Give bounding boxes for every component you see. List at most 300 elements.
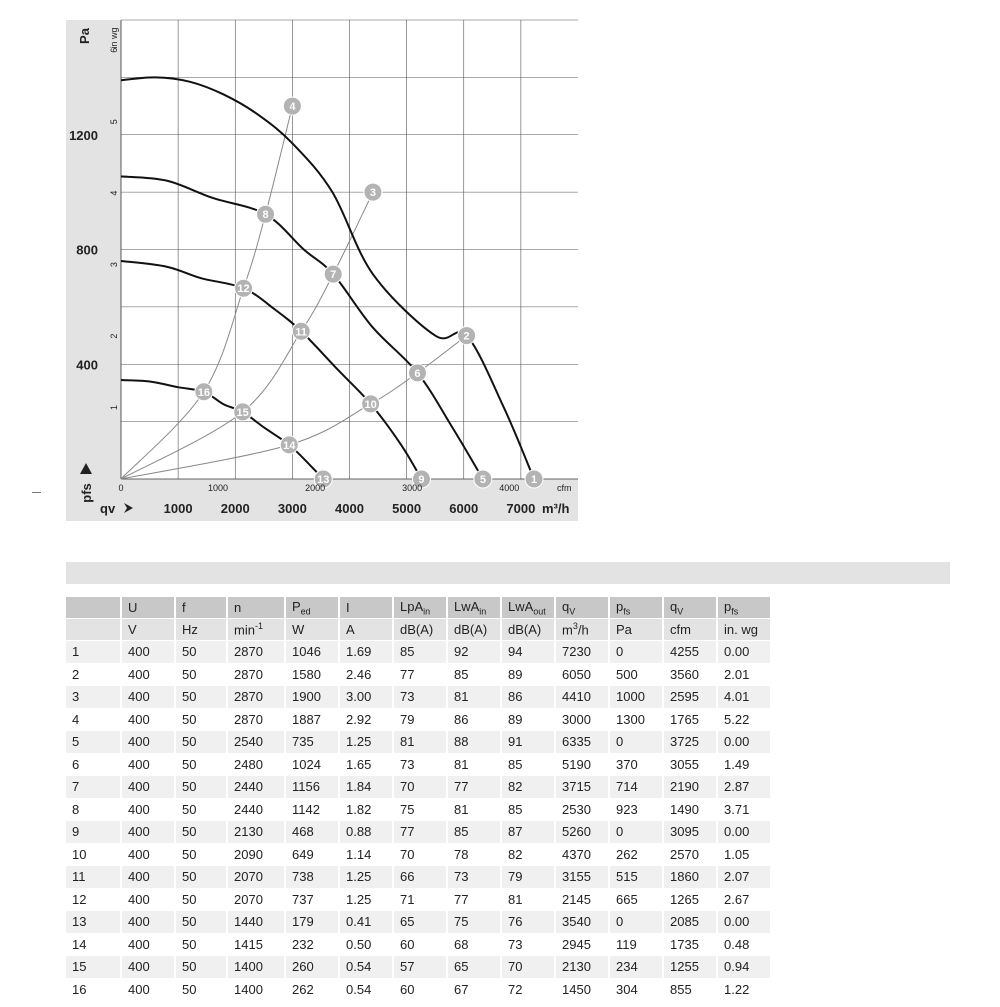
table-cell: 400 [121,956,175,979]
table-row [66,686,771,709]
table-cell: 6335 [555,731,609,754]
table-cell: 1887 [285,708,339,731]
table-cell: 2945 [555,933,609,956]
table-cell: 4 [66,708,121,731]
table-cell: 3.71 [717,798,771,821]
x-tick-m3h: 4000 [335,501,364,516]
x-tick-cfm: 1000 [208,483,229,493]
table-cell: 89 [501,663,555,686]
table-cell: 400 [121,978,175,1001]
table-cell: 7 [66,776,121,799]
table-cell: 2.07 [717,866,771,889]
table-cell: 0.50 [339,933,393,956]
table-cell: 923 [609,798,663,821]
table-cell: 50 [175,911,227,934]
table-cell: 3155 [555,866,609,889]
table-header-cell: $p_{fs}$ [717,597,771,619]
table-cell: 0 [609,641,663,664]
table-cell: 50 [175,753,227,776]
table-cell: 67 [447,978,501,1001]
table-cell: 5190 [555,753,609,776]
table-cell: 0.00 [717,641,771,664]
table-cell: 87 [501,821,555,844]
section-bar [66,562,950,584]
table-cell: 85 [447,663,501,686]
table-header-cell: $P_{ed}$ [285,597,339,619]
table-row [66,978,771,1001]
table-cell: 1490 [663,798,717,821]
table-cell: 1.05 [717,843,771,866]
table-cell: 50 [175,686,227,709]
table-cell: 2540 [227,731,285,754]
table-header-cell: I [339,597,393,619]
table-unit-cell: Pa [609,619,663,641]
table-cell: 3000 [555,708,609,731]
table-row [66,753,771,776]
table-cell: 0.48 [717,933,771,956]
table-cell: 3560 [663,663,717,686]
table-cell: 92 [447,641,501,664]
operating-point-label: 1 [530,474,538,486]
table-unit-cell: cfm [663,619,717,641]
table-cell: 15 [66,956,121,979]
table-cell: 179 [285,911,339,934]
table-cell: 68 [447,933,501,956]
table-cell: 77 [447,776,501,799]
table-cell: 2870 [227,686,285,709]
table-cell: 2130 [227,821,285,844]
table-row [66,956,771,979]
table-cell: 260 [285,956,339,979]
table-cell: 2870 [227,663,285,686]
y-axis-symbol: pfs [79,483,94,503]
y-tick-pa: 800 [76,242,98,258]
table-cell: 1 [66,641,121,664]
table-cell: 1.25 [339,866,393,889]
table-cell: 400 [121,843,175,866]
operating-point-label: 4 [289,101,296,114]
table-unit-cell: in. wg [717,619,771,641]
table-cell: 1.22 [717,978,771,1001]
operating-point-label: 15 [236,406,249,419]
table-header-cell: LwA$_{in}$ [447,597,501,619]
table-unit-cell: dB(A) [501,619,555,641]
table-cell: 7230 [555,641,609,664]
operating-point-label: 3 [369,187,376,200]
table-cell: 77 [393,663,447,686]
table-cell: 0.00 [717,731,771,754]
table-cell: 0.54 [339,956,393,979]
table-cell: 1000 [609,686,663,709]
table-cell: 2530 [555,798,609,821]
table-cell: 0 [609,821,663,844]
table-cell: 81 [447,753,501,776]
x-tick-m3h: 2000 [220,501,250,516]
table-cell: 370 [609,753,663,776]
table-cell: 13 [66,911,121,934]
table-cell: 737 [285,888,339,911]
table-cell: 6 [66,753,121,776]
table-cell: 400 [121,753,175,776]
table-unit-cell: W [285,619,339,641]
table-cell: 0 [609,731,663,754]
table-cell: 73 [501,933,555,956]
table-cell: 50 [175,663,227,686]
y-tick-inwg: 6 [109,47,119,53]
table-row [66,641,771,664]
table-cell: 500 [609,663,663,686]
table-cell: 50 [175,798,227,821]
operating-point-label: 7 [330,269,337,282]
table-header-cell [66,597,121,619]
table-cell: 400 [121,798,175,821]
table-cell: 0.54 [339,978,393,1001]
table-row [66,776,771,799]
table-cell: 81 [447,686,501,709]
chart-svg [0,0,600,530]
table-cell: 0.41 [339,911,393,934]
table-cell: 79 [501,866,555,889]
table-cell: 400 [121,821,175,844]
table-cell: 1024 [285,753,339,776]
table-cell: 50 [175,708,227,731]
table-cell: 1.25 [339,888,393,911]
table-cell: 3095 [663,821,717,844]
x-tick-m3h: 1000 [163,501,193,516]
y-unit-inwg: in wg [109,27,119,49]
operating-point-label: 8 [262,209,269,222]
y-tick-inwg: 1 [109,405,119,411]
x-tick-cfm: 4000 [499,483,520,493]
table-cell: 10 [66,843,121,866]
table-unit-cell [66,619,121,641]
table-cell: 5.22 [717,708,771,731]
table-cell: 91 [501,731,555,754]
y-tick-pa: 1200 [69,127,98,143]
table-unit-cell: dB(A) [393,619,447,641]
table-cell: 50 [175,843,227,866]
table-cell: 65 [447,956,501,979]
table-row [66,888,771,911]
operating-point-label: 14 [283,439,296,452]
table-unit-cell: $\min^{-1}$ [227,619,285,641]
table-cell: 0.00 [717,821,771,844]
table-cell: 50 [175,888,227,911]
table-body [66,641,771,1001]
x-tick-m3h: 6000 [449,501,479,516]
table-cell: 75 [393,798,447,821]
table-cell: 0.88 [339,821,393,844]
table-cell: 1.65 [339,753,393,776]
table-cell: 89 [501,708,555,731]
table-unit-cell: $m^3/h$ [555,619,609,641]
table-cell: 73 [393,686,447,709]
table-row [66,911,771,934]
table-cell: 1.69 [339,641,393,664]
table-cell: 400 [121,708,175,731]
table-cell: 70 [393,776,447,799]
table-cell: 1580 [285,663,339,686]
table-cell: 85 [393,641,447,664]
x-tick-cfm: 3000 [402,483,423,493]
table-cell: 12 [66,888,121,911]
margin-dash [32,492,41,493]
table-cell: 1860 [663,866,717,889]
fan-performance-chart [0,0,600,530]
operating-point-label: 16 [197,386,210,399]
table-cell: 1300 [609,708,663,731]
table-cell: 232 [285,933,339,956]
operating-point-label: 9 [418,474,425,486]
table-cell: 94 [501,641,555,664]
table-cell: 665 [609,888,663,911]
operating-point-label: 10 [364,398,377,411]
table-cell: 71 [393,888,447,911]
table-cell: 86 [447,708,501,731]
table-cell: 2145 [555,888,609,911]
table-cell: 2130 [555,956,609,979]
table-cell: 70 [393,843,447,866]
operating-point-label: 5 [479,474,486,486]
table-cell: 4255 [663,641,717,664]
table-cell: 735 [285,731,339,754]
table-cell: 50 [175,821,227,844]
table-cell: 2070 [227,866,285,889]
table-cell: 82 [501,776,555,799]
table-cell: 649 [285,843,339,866]
x-tick-m3h: 5000 [392,501,422,516]
table-cell: 3715 [555,776,609,799]
table-cell: 50 [175,933,227,956]
table-cell: 81 [447,798,501,821]
table-cell: 3725 [663,731,717,754]
table-row [66,866,771,889]
table-unit-cell: dB(A) [447,619,501,641]
table-cell: 79 [393,708,447,731]
table-cell: 50 [175,641,227,664]
table-cell: 60 [393,933,447,956]
table-cell: 2.92 [339,708,393,731]
table-cell: 88 [447,731,501,754]
table-cell: 468 [285,821,339,844]
table-cell: 3540 [555,911,609,934]
x-tick-cfm: 0 [118,483,124,493]
table-cell: 2480 [227,753,285,776]
table-header-cell: LpA$_{in}$ [393,597,447,619]
table-cell: 1.25 [339,731,393,754]
table-cell: 234 [609,956,663,979]
table-cell: 3.00 [339,686,393,709]
table-header-cell: $q_V$ [555,597,609,619]
table-cell: 81 [501,888,555,911]
table-cell: 262 [285,978,339,1001]
table-cell: 82 [501,843,555,866]
y-tick-inwg: 4 [109,190,119,196]
table-cell: 78 [447,843,501,866]
table-cell: 738 [285,866,339,889]
table-cell: 1.49 [717,753,771,776]
table-cell: 76 [501,911,555,934]
table-cell: 400 [121,888,175,911]
table-cell: 85 [447,821,501,844]
table-cell: 6050 [555,663,609,686]
table-cell: 2090 [227,843,285,866]
operating-point-label: 12 [237,283,250,296]
table-cell: 50 [175,776,227,799]
table-cell: 1.82 [339,798,393,821]
table-cell: 1765 [663,708,717,731]
table-cell: 714 [609,776,663,799]
table-row [66,663,771,686]
operating-point-label: 2 [463,330,470,343]
operating-point-label: 6 [414,367,421,380]
table-cell: 5 [66,731,121,754]
performance-table [66,597,772,1001]
operating-point-label: 11 [295,326,308,339]
table-units-row [66,619,771,641]
table-cell: 9 [66,821,121,844]
table-unit-cell: V [121,619,175,641]
table-cell: 400 [121,933,175,956]
x-tick-m3h: 7000 [506,501,536,516]
y-tick-inwg: 5 [109,119,119,125]
table-row [66,708,771,731]
table-cell: 1046 [285,641,339,664]
x-tick-cfm: 2000 [305,483,326,493]
y-unit-pa: Pa [77,28,92,44]
table-cell: 1156 [285,776,339,799]
table-cell: 60 [393,978,447,1001]
table-header-row [66,597,771,619]
table-cell: 1142 [285,798,339,821]
table-cell: 1450 [555,978,609,1001]
table-cell: 2070 [227,888,285,911]
table-cell: 2.67 [717,888,771,911]
table-cell: 2440 [227,798,285,821]
x-unit-cfm: cfm [557,483,572,493]
table-cell: 73 [393,753,447,776]
table-cell: 2870 [227,708,285,731]
table-cell: 262 [609,843,663,866]
table-cell: 2.01 [717,663,771,686]
y-tick-pa: 400 [76,357,98,373]
table-cell: 1415 [227,933,285,956]
table-cell: 515 [609,866,663,889]
table-header-cell: U [121,597,175,619]
table-cell: 16 [66,978,121,1001]
table-header-cell: LwA$_{out}$ [501,597,555,619]
table-unit-cell: A [339,619,393,641]
table-cell: 2085 [663,911,717,934]
y-tick-inwg: 3 [109,262,119,268]
table-cell: 81 [393,731,447,754]
table-cell: 4410 [555,686,609,709]
table-row [66,821,771,844]
table-cell: 1735 [663,933,717,956]
table-cell: 1255 [663,956,717,979]
table-cell: 855 [663,978,717,1001]
table-row [66,731,771,754]
table-cell: 50 [175,956,227,979]
table-cell: 0.00 [717,911,771,934]
table-cell: 2440 [227,776,285,799]
table-cell: 400 [121,641,175,664]
table-cell: 8 [66,798,121,821]
table-row [66,933,771,956]
operating-point-label: 13 [317,474,330,486]
table-cell: 400 [121,731,175,754]
table-cell: 400 [121,776,175,799]
table-row [66,798,771,821]
table-cell: 77 [447,888,501,911]
y-tick-inwg: 2 [109,333,119,339]
table-cell: 50 [175,731,227,754]
table-cell: 14 [66,933,121,956]
table-cell: 2870 [227,641,285,664]
table-cell: 5260 [555,821,609,844]
table-header-cell: $q_V$ [663,597,717,619]
table-cell: 1.14 [339,843,393,866]
table-cell: 304 [609,978,663,1001]
table-cell: 86 [501,686,555,709]
table-cell: 0 [609,911,663,934]
table-cell: 72 [501,978,555,1001]
table-cell: 65 [393,911,447,934]
table-cell: 1.84 [339,776,393,799]
table-cell: 400 [121,911,175,934]
table-cell: 1400 [227,978,285,1001]
table-cell: 3 [66,686,121,709]
table-header-cell: n [227,597,285,619]
table-cell: 400 [121,866,175,889]
table-cell: 2.46 [339,663,393,686]
table-cell: 1900 [285,686,339,709]
table-cell: 4370 [555,843,609,866]
table-cell: 2570 [663,843,717,866]
table-cell: 400 [121,686,175,709]
table-cell: 119 [609,933,663,956]
table-unit-cell: Hz [175,619,227,641]
table-cell: 0.94 [717,956,771,979]
table-row [66,843,771,866]
table-cell: 77 [393,821,447,844]
table-cell: 1440 [227,911,285,934]
table-cell: 73 [447,866,501,889]
table-cell: 50 [175,978,227,1001]
table-cell: 1400 [227,956,285,979]
table-cell: 11 [66,866,121,889]
table-header-cell: $p_{fs}$ [609,597,663,619]
table-cell: 57 [393,956,447,979]
table-cell: 70 [501,956,555,979]
table-cell: 2190 [663,776,717,799]
table-cell: 75 [447,911,501,934]
x-axis-label: qv [100,501,116,516]
table-cell: 50 [175,866,227,889]
table-cell: 4.01 [717,686,771,709]
table-cell: 400 [121,663,175,686]
table-cell: 85 [501,753,555,776]
table-cell: 85 [501,798,555,821]
table-header-cell: f [175,597,227,619]
table-cell: 2 [66,663,121,686]
table-cell: 3055 [663,753,717,776]
x-unit-m3h: m³/h [542,501,570,516]
table-cell: 1265 [663,888,717,911]
x-tick-m3h: 3000 [277,501,307,516]
table-cell: 66 [393,866,447,889]
table-cell: 2595 [663,686,717,709]
